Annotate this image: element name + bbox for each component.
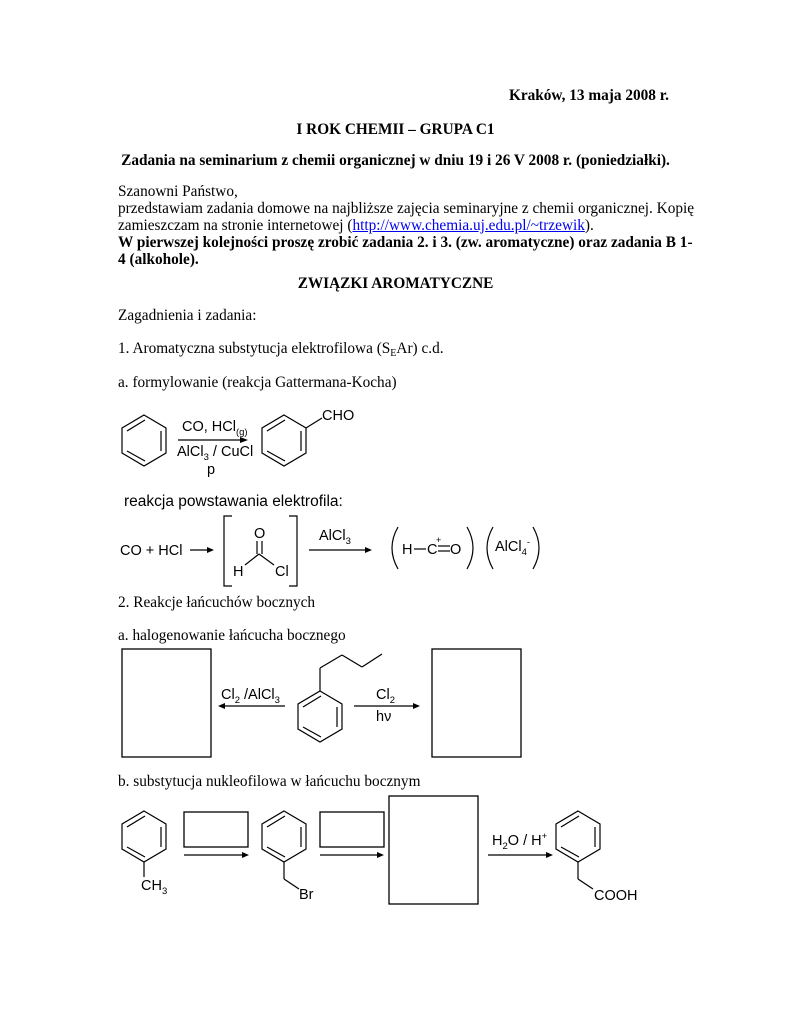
item-1a: a. formylowanie (reakcja Gattermana-Kocha) [118, 374, 397, 391]
priority-line-2: 4 (alkohole). [118, 251, 199, 268]
reactants: CO + HCl [120, 543, 183, 559]
intro-line-2: zamieszczam na stronie internetowej (http://www.chemia.uj.edu.pl/~trzewik). [118, 217, 594, 234]
condition-hv: hν [376, 709, 392, 725]
anion-alcl4: AlCl$_4$- [495, 537, 531, 558]
product-cho: CHO [322, 408, 355, 424]
cation-charge: + [436, 535, 442, 545]
item-1: 1. Aromatyczna substytucja elektrofilowa $(S_EAr)$ c.d. [118, 340, 444, 359]
item-2a: a. halogenowanie łańcucha bocznego [118, 627, 346, 644]
item-2b: b. substytucja nukleofilowa w łańcuchu bocznym [118, 773, 421, 790]
reagent-cl2: $Cl_2$ [376, 687, 395, 706]
place-date: Kraków, 13 maja 2008 r. [508, 87, 669, 104]
reagent-top: CO, HCl$_{(g)}$ [182, 419, 248, 438]
reagent-box-2[interactable] [320, 812, 384, 847]
section-title: ZWIĄZKI AROMATYCZNE [297, 275, 494, 292]
website-link[interactable]: http://www.chemia.uj.edu.pl/~trzewik [352, 217, 585, 234]
reagent-box-1[interactable] [184, 812, 248, 847]
cation-c: C [427, 542, 438, 558]
cation-h: H [402, 542, 413, 558]
item-2: 2. Reakcje łańcuchów bocznych [118, 594, 316, 611]
benzyl-bromide-icon [262, 811, 306, 889]
reagent-p: p [207, 462, 216, 478]
reagent-cl2-alcl3: $Cl_2$ /AlCl$_3$ [221, 687, 280, 706]
bromo-label: Br [299, 887, 314, 903]
toluene-icon [122, 811, 166, 877]
methyl-label: $CH_3$ [141, 878, 168, 897]
catalyst-alcl3: AlCl$_3$ [319, 528, 351, 547]
reagent-h2o-h: $H_2O / H^+$ [492, 831, 548, 852]
oxygen-atom: O [254, 526, 266, 542]
answer-box-intermediate[interactable] [389, 796, 478, 904]
electrophile-label: reakcja powstawania elektrofila: [124, 493, 343, 510]
hydrogen-atom: H [233, 564, 244, 580]
intro-line-1: przedstawiam zadania domowe na najbliższe zajęcia seminaryjne z chemii organicznej. Kopię [118, 200, 695, 217]
cation-o: O [450, 542, 462, 558]
greeting: Szanowni Państwo, [118, 183, 238, 200]
phenylacetic-acid-icon [556, 811, 600, 889]
product-cooh: COOH [594, 888, 638, 904]
group-heading: I ROK CHEMII – GRUPA C1 [296, 121, 495, 138]
subject-heading: Zadania na seminarium z chemii organicznej w dniu 19 i 26 V 2008 r. (poniedziałki). [121, 152, 670, 169]
issues-label: Zagadnienia i zadania: [118, 307, 257, 324]
chlorine-atom: Cl [275, 564, 289, 580]
reagent-bottom: AlCl$_3$ / CuCl [177, 444, 254, 463]
priority-line-1: W pierwszej kolejności proszę zrobić zadania 2. i 3. (zw. aromatyczne) oraz zadania B 1- [118, 234, 693, 251]
